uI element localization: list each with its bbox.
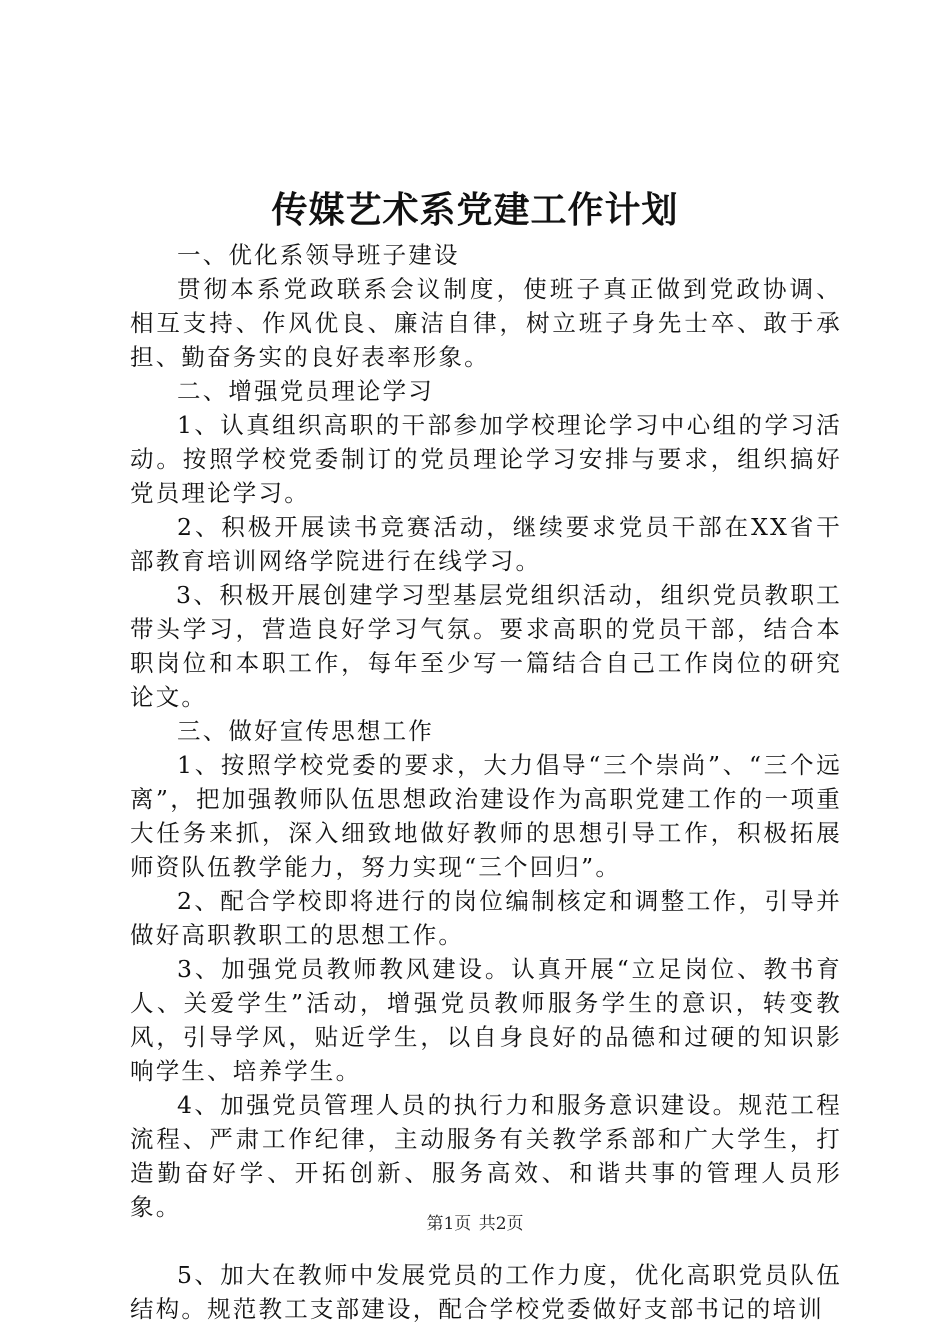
page-footer — [0, 1212, 950, 1236]
paragraph: 3、积极开展创建学习型基层党组织活动，组织党员教职工带头学习，营造良好学习气氛。要求高职的党员干部，结合本职岗位和本职工作，每年至少写一篇结合自己工作岗位的研究论文。 — [130, 581, 842, 711]
total-pages: 共2页 — [478, 1214, 524, 1234]
paragraph: 5、加大在教师中发展党员的工作力度，优化高职党员队伍结构。规范教工支部建设，配合学校党委做好支部书记的培训 — [130, 1261, 842, 1323]
page-number: 第1页 — [426, 1214, 472, 1234]
section-heading-2: 二、增强党员理论学习 — [177, 377, 434, 405]
section-heading-3: 三、做好宣传思想工作 — [177, 717, 434, 745]
paragraph: 2、积极开展读书竞赛活动，继续要求党员干部在XX省干部教育培训网络学院进行在线学习。 — [130, 513, 842, 575]
paragraph: 1、认真组织高职的干部参加学校理论学习中心组的学习活动。按照学校党委制订的党员理论学习安排与要求，组织搞好党员理论学习。 — [130, 411, 842, 507]
paragraph: 2、配合学校即将进行的岗位编制核定和调整工作，引导并做好高职教职工的思想工作。 — [130, 887, 842, 949]
paragraph: 贯彻本系党政联系会议制度，使班子真正做到党政协调、相互支持、作风优良、廉洁自律，树立班子身先士卒、敢于承担、勤奋务实的良好表率形象。 — [130, 275, 842, 371]
document-body — [130, 238, 842, 1326]
paragraph: 1、按照学校党委的要求，大力倡导“三个崇尚”、“三个远离”，把加强教师队伍思想政治建设作为高职党建工作的一项重大任务来抓，深入细致地做好教师的思想引导工作，积极拓展师资队伍教学能力，努力实现“三个回归”。 — [130, 751, 842, 881]
paragraph: 4、加强党员管理人员的执行力和服务意识建设。规范工程流程、严肃工作纪律，主动服务有关教学系部和广大学生，打造勤奋好学、开拓创新、服务高效、和谐共事的管理人员形象。 — [130, 1091, 842, 1221]
section-heading-1: 一、优化系领导班子建设 — [177, 241, 460, 269]
paragraph: 3、加强党员教师教风建设。认真开展“立足岗位、教书育人、关爱学生”活动，增强党员教师服务学生的意识，转变教风，引导学风，贴近学生，以自身良好的品德和过硬的知识影响学生、培养学生。 — [130, 955, 842, 1085]
document-title: 传媒艺术系党建工作计划 — [271, 189, 679, 231]
